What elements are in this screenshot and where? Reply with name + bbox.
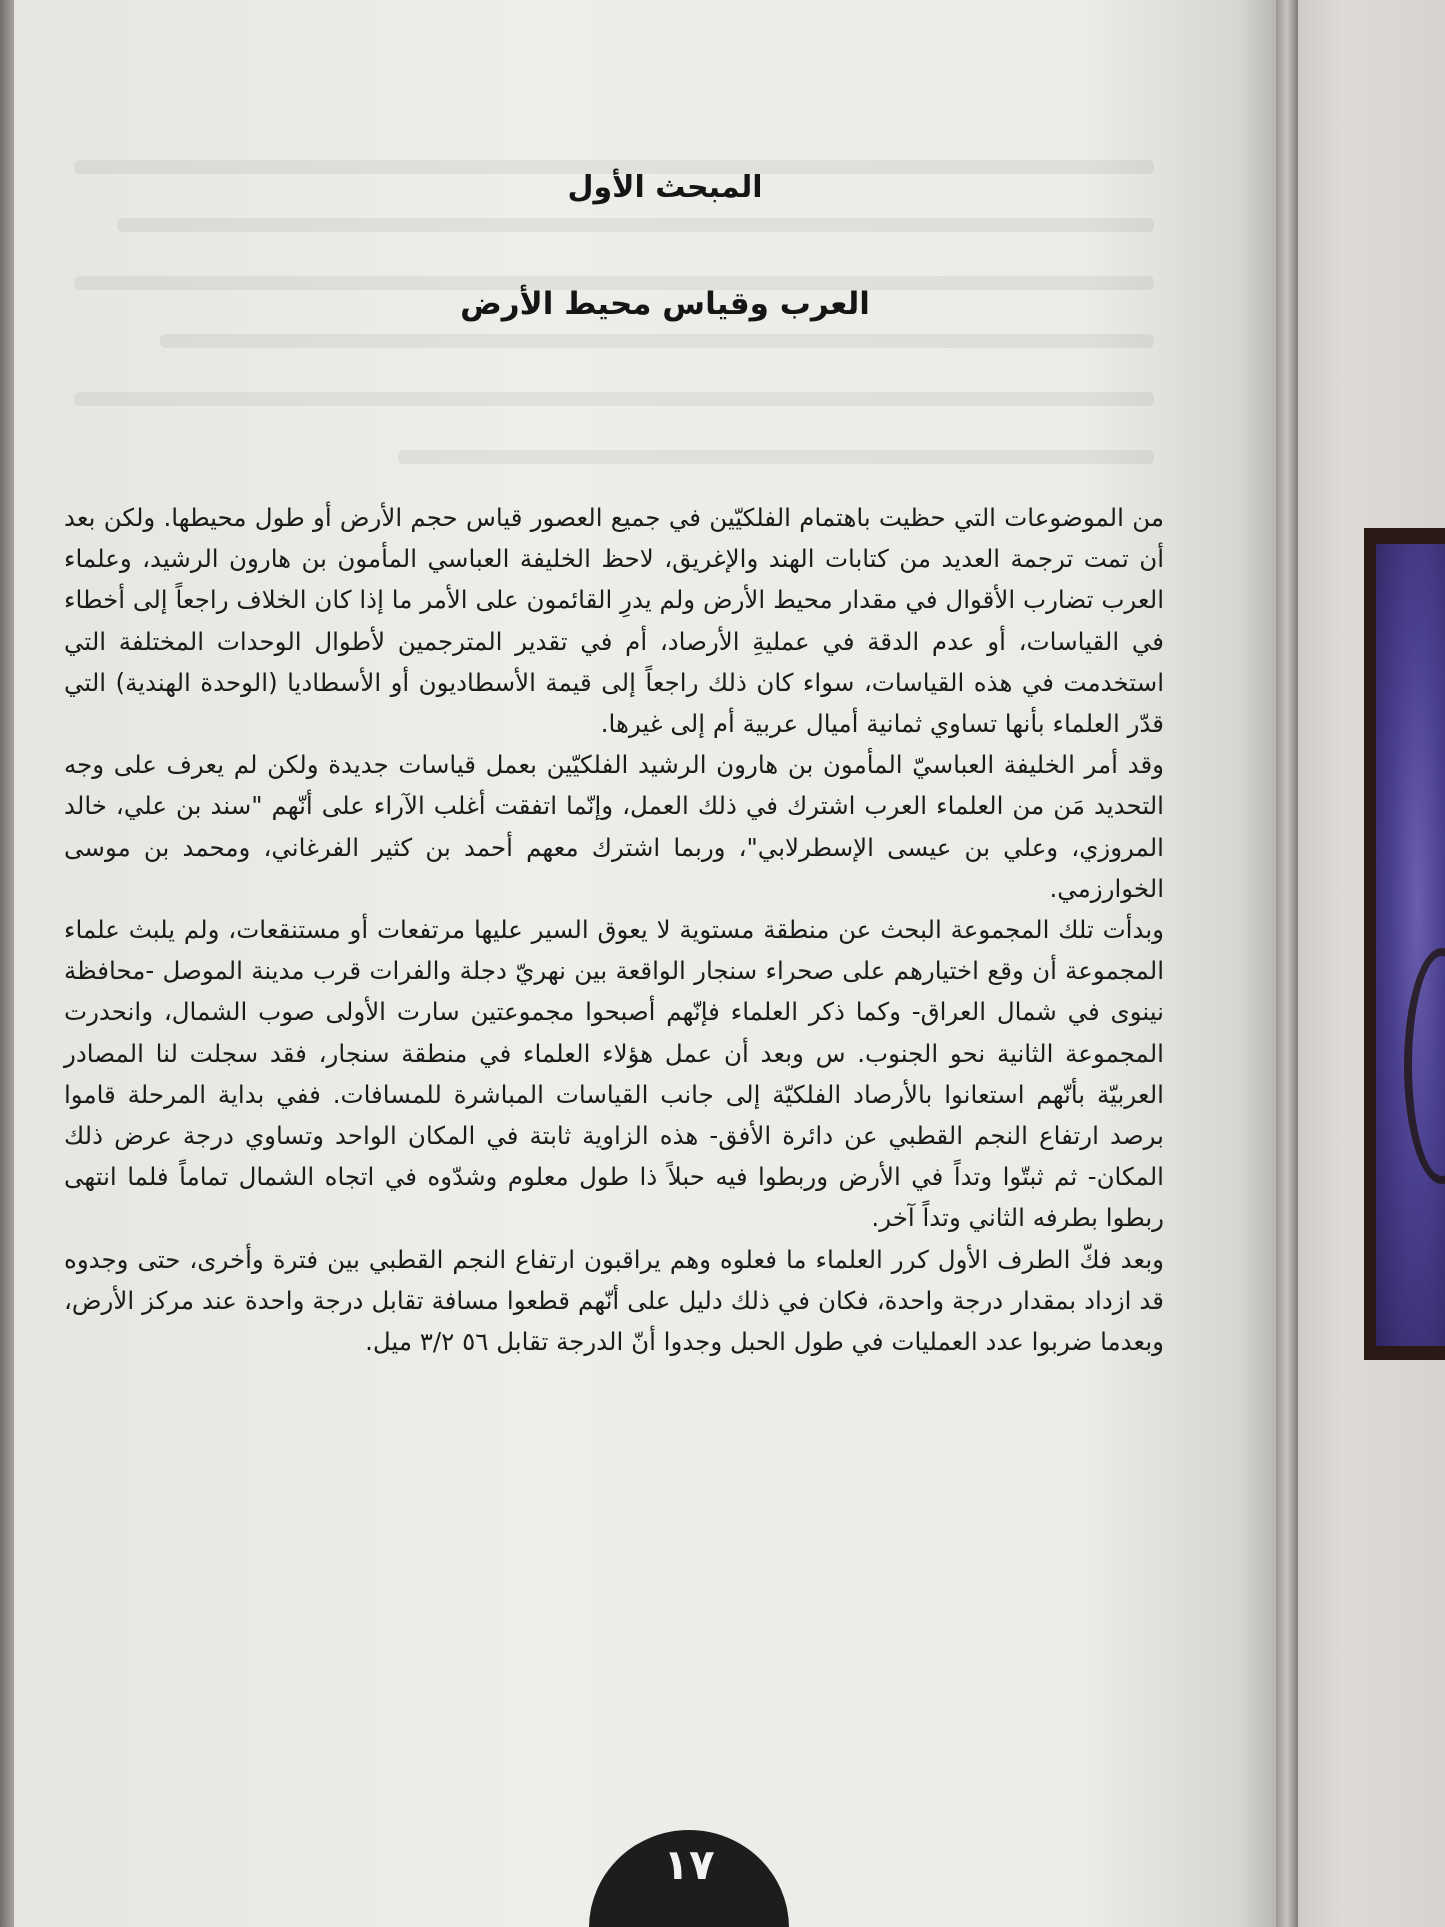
facing-page <box>1298 0 1445 1927</box>
facing-page-illustration <box>1364 528 1445 1360</box>
paragraph: وقد أمر الخليفة العباسيّ المأمون بن هارون الرشيد الفلكيّين بعمل قياسات جديدة ولكن لم يعرف على وجه التحديد مَن من العلماء العرب اشترك في ذلك العمل، وإنّما اتفقت أغلب الآراء على أنّهم "سند بن علي، خالد المروزي، وعلي بن عيسى الإسطرلابي"، وربما اشترك معهم أحمد بن كثير الفرغاني، ومحمد بن موسى الخوارزمي. <box>64 750 1164 903</box>
left-binding-edge <box>0 0 14 1927</box>
page-number: ١٧ <box>663 1840 715 1889</box>
chapter-heading: المبحث الأول <box>567 170 763 205</box>
show-through-text <box>74 160 1154 490</box>
chapter-subheading: العرب وقياس محيط الأرض <box>460 286 870 322</box>
body-text <box>64 497 1164 1362</box>
paragraph: وبدأت تلك المجموعة البحث عن منطقة مستوية لا يعوق السير عليها مرتفعات أو مستنقعات، ولم يلبث علماء المجموعة أن وقع اختيارهم على صحراء سنجار الواقعة بين نهريّ دجلة والفرات قرب مدينة الموصل -محافظة نينوى في شمال العراق- وكما ذكر العلماء فإنّهم أصبحوا مجموعتين سارت الأولى صوب الشمال، وانحدرت المجموعة الثانية نحو الجنوب. س وبعد أن عمل هؤلاء العلماء في منطقة سنجار، فقد سجلت لنا المصادر العربيّة بأنّهم استعانوا بالأرصاد الفلكيّة إلى جانب القياسات المباشرة للمسافات. ففي بداية المرحلة قاموا برصد ارتفاع النجم القطبي عن دائرة الأفق- هذه الزاوية ثابتة في المكان الواحد وتساوي درجة عرض ذلك المكان- ثم ثبتّوا وتداً في الأرض وربطوا فيه حبلاً ذا طول معلوم وشدّوه في اتجاه الشمال تماماً فلما انتهى ربطوا بطرفه الثاني وتداً آخر. <box>64 915 1164 1233</box>
book-page <box>14 0 1276 1927</box>
paragraph: من الموضوعات التي حظيت باهتمام الفلكيّين في جميع العصور قياس حجم الأرض أو طول محيطها. ولكن بعد أن تمت ترجمة العديد من كتابات الهند والإغريق، لاحظ الخليفة العباسي المأمون بن هارون الرشيد، وعلماء العرب تضارب الأقوال في مقدار محيط الأرض ولم يدرِ القائمون على الأمر ما إذا كان الخلاف راجعاً إلى أخطاء في القياسات، أو عدم الدقة في عمليةِ الأرصاد، أم في تقدير المترجمين لأطوال الوحدات المختلفة التي استخدمت في هذه القياسات، سواء كان ذلك راجعاً إلى قيمة الأسطاديون أو الأسطاديا (الوحدة الهندية) التي قدّر العلماء بأنها تساوي ثمانية أميال عربية أم إلى غيرها. <box>64 503 1164 739</box>
book-gutter <box>1276 0 1298 1927</box>
paragraph: وبعد فكّ الطرف الأول كرر العلماء ما فعلوه وهم يراقبون ارتفاع النجم القطبي بين فترة وأخرى، حتى وجدوه قد ازداد بمقدار درجة واحدة، فكان في ذلك دليل على أنّهم قطعوا مسافة تقابل درجة واحدة عند مركز الأرض، وبعدما ضربوا عدد العمليات في طول الحبل وجدوا أنّ الدرجة تقابل ٥٦ ٣/٢ ميل. <box>64 1244 1164 1357</box>
